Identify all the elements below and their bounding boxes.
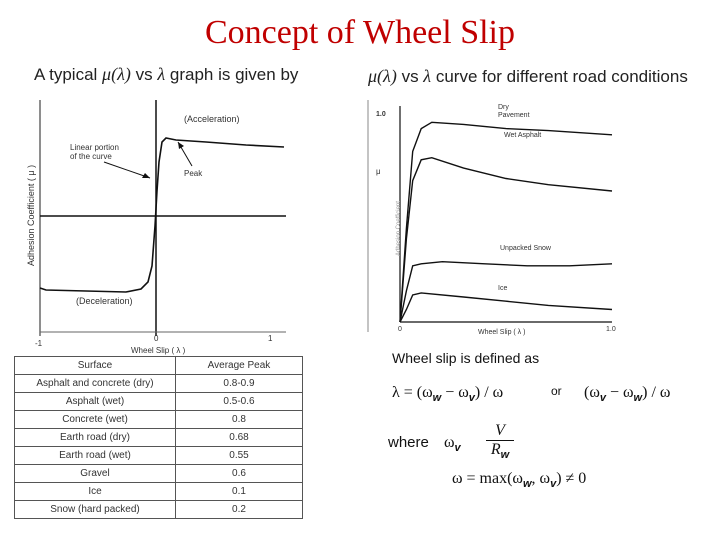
eq1-lhs: λ = (ω	[392, 384, 433, 401]
eq2-sub-v: v	[599, 392, 606, 404]
ice-label: Ice	[498, 285, 508, 292]
linear-portion-label-line2: of the curve	[70, 152, 112, 161]
unpacked-snow-label: Unpacked Snow	[500, 245, 551, 252]
table-row	[15, 429, 303, 447]
surface-cell: Concrete (wet)	[15, 411, 176, 429]
x-axis-label: Wheel Slip ( λ )	[478, 329, 526, 336]
header-surface: Surface	[15, 357, 176, 375]
mu-symbol: μ(λ)	[368, 66, 397, 86]
omega-v-sub: v	[454, 442, 461, 454]
right-heading-suffix: curve for different road conditions	[435, 67, 688, 86]
eq1-sub-v: v	[468, 392, 475, 404]
x-tick-1: 1	[268, 334, 273, 343]
radius-sub-w: w	[500, 449, 510, 461]
surface-cell: Earth road (dry)	[15, 429, 176, 447]
eq2-sub-w: w	[633, 392, 643, 404]
y-axis-label: Adhesion Coefficient ( μ )	[26, 164, 36, 266]
table-row	[15, 465, 303, 483]
x-axis-label: Wheel Slip ( λ )	[131, 346, 186, 355]
series-line-wet-asphalt	[400, 158, 612, 322]
dry-label: Dry	[498, 104, 509, 111]
omega-def-sub-v: v	[550, 478, 557, 490]
surface-cell: Ice	[15, 483, 176, 501]
fraction-denominator	[486, 440, 514, 461]
omega-def-sub-w: w	[522, 478, 532, 490]
average-peak-cell: 0.8	[176, 411, 303, 429]
omega-v-symbol	[444, 434, 461, 454]
eq1-minus: − ω	[441, 384, 469, 401]
table-row	[15, 411, 303, 429]
average-peak-cell: 0.6	[176, 465, 303, 483]
radius-r: R	[490, 441, 501, 458]
eq1-sub-w: w	[432, 392, 442, 404]
eq2-lhs: (ω	[584, 384, 600, 401]
y-axis-mu: μ	[376, 167, 381, 176]
omega-def-tail: ) ≠ 0	[556, 470, 587, 487]
typical-mu-lambda-graph	[26, 96, 306, 358]
series-lines	[400, 122, 612, 322]
y-tick-1: 1.0	[376, 111, 386, 118]
omega-definition	[452, 470, 586, 490]
series-line-dry-pavement	[400, 122, 612, 322]
wet-asphalt-label: Wet Asphalt	[504, 132, 542, 139]
eq2-minus: − ω	[605, 384, 634, 401]
y-axis-faint-label: Adhesion Coefficient	[396, 201, 402, 256]
surface-cell: Asphalt and concrete (dry)	[15, 375, 176, 393]
x-tick-neg1: -1	[35, 339, 43, 348]
average-peak-cell: 0.5-0.6	[176, 393, 303, 411]
left-heading-vs: vs	[135, 65, 153, 84]
deceleration-label: (Deceleration)	[76, 296, 133, 306]
left-heading-suffix: graph is given by	[169, 65, 299, 84]
omega-def-sep: , ω	[531, 470, 551, 487]
average-peak-cell: 0.8-0.9	[176, 375, 303, 393]
omega-v: ω	[444, 434, 455, 451]
where-label: where	[388, 434, 429, 451]
peak-label: Peak	[184, 169, 203, 178]
or-label: or	[551, 384, 562, 398]
surface-cell: Asphalt (wet)	[15, 393, 176, 411]
surface-cell: Snow (hard packed)	[15, 501, 176, 519]
x-tick-0: 0	[398, 326, 402, 333]
eq1-tail: ) / ω	[474, 384, 504, 401]
surface-cell: Earth road (wet)	[15, 447, 176, 465]
right-heading	[368, 66, 688, 87]
linear-portion-label: Linear portion	[70, 143, 119, 152]
right-heading-vs: vs	[401, 67, 419, 86]
mu-lambda-curve	[40, 138, 284, 292]
lambda-symbol: λ	[423, 66, 432, 86]
surface-cell: Gravel	[15, 465, 176, 483]
dry-label-line2: Pavement	[498, 112, 530, 119]
slip-equation-1	[392, 384, 503, 404]
table-row	[15, 483, 303, 501]
wheel-slip-definition: Wheel slip is defined as	[392, 350, 540, 366]
table-row	[15, 375, 303, 393]
x-tick-1: 1.0	[606, 326, 616, 333]
series-line-ice	[400, 293, 612, 322]
table-body	[15, 375, 303, 519]
lambda-symbol: λ	[157, 64, 166, 84]
header-average-peak: Average Peak	[176, 357, 303, 375]
average-peak-cell: 0.68	[176, 429, 303, 447]
table-row	[15, 501, 303, 519]
acceleration-label: (Acceleration)	[184, 114, 240, 124]
eq2-tail: ) / ω	[642, 384, 671, 401]
slip-equation-2	[584, 384, 670, 404]
left-heading	[34, 64, 298, 85]
x-tick-0: 0	[154, 334, 159, 343]
average-peak-cell: 0.2	[176, 501, 303, 519]
table-row	[15, 447, 303, 465]
left-heading-prefix: A typical	[34, 65, 98, 84]
slide-title: Concept of Wheel Slip	[204, 14, 516, 51]
table-header-row	[15, 357, 303, 375]
linear-arrow	[104, 162, 150, 178]
table-row	[15, 393, 303, 411]
surface-peak-table	[14, 356, 303, 519]
mu-symbol: μ(λ)	[102, 64, 131, 84]
average-peak-cell: 0.1	[176, 483, 303, 501]
road-conditions-chart	[364, 96, 634, 338]
omega-def-lhs: ω = max(ω	[452, 470, 523, 487]
average-peak-cell: 0.55	[176, 447, 303, 465]
fraction-numerator: V	[495, 422, 505, 439]
velocity-fraction	[486, 422, 514, 461]
